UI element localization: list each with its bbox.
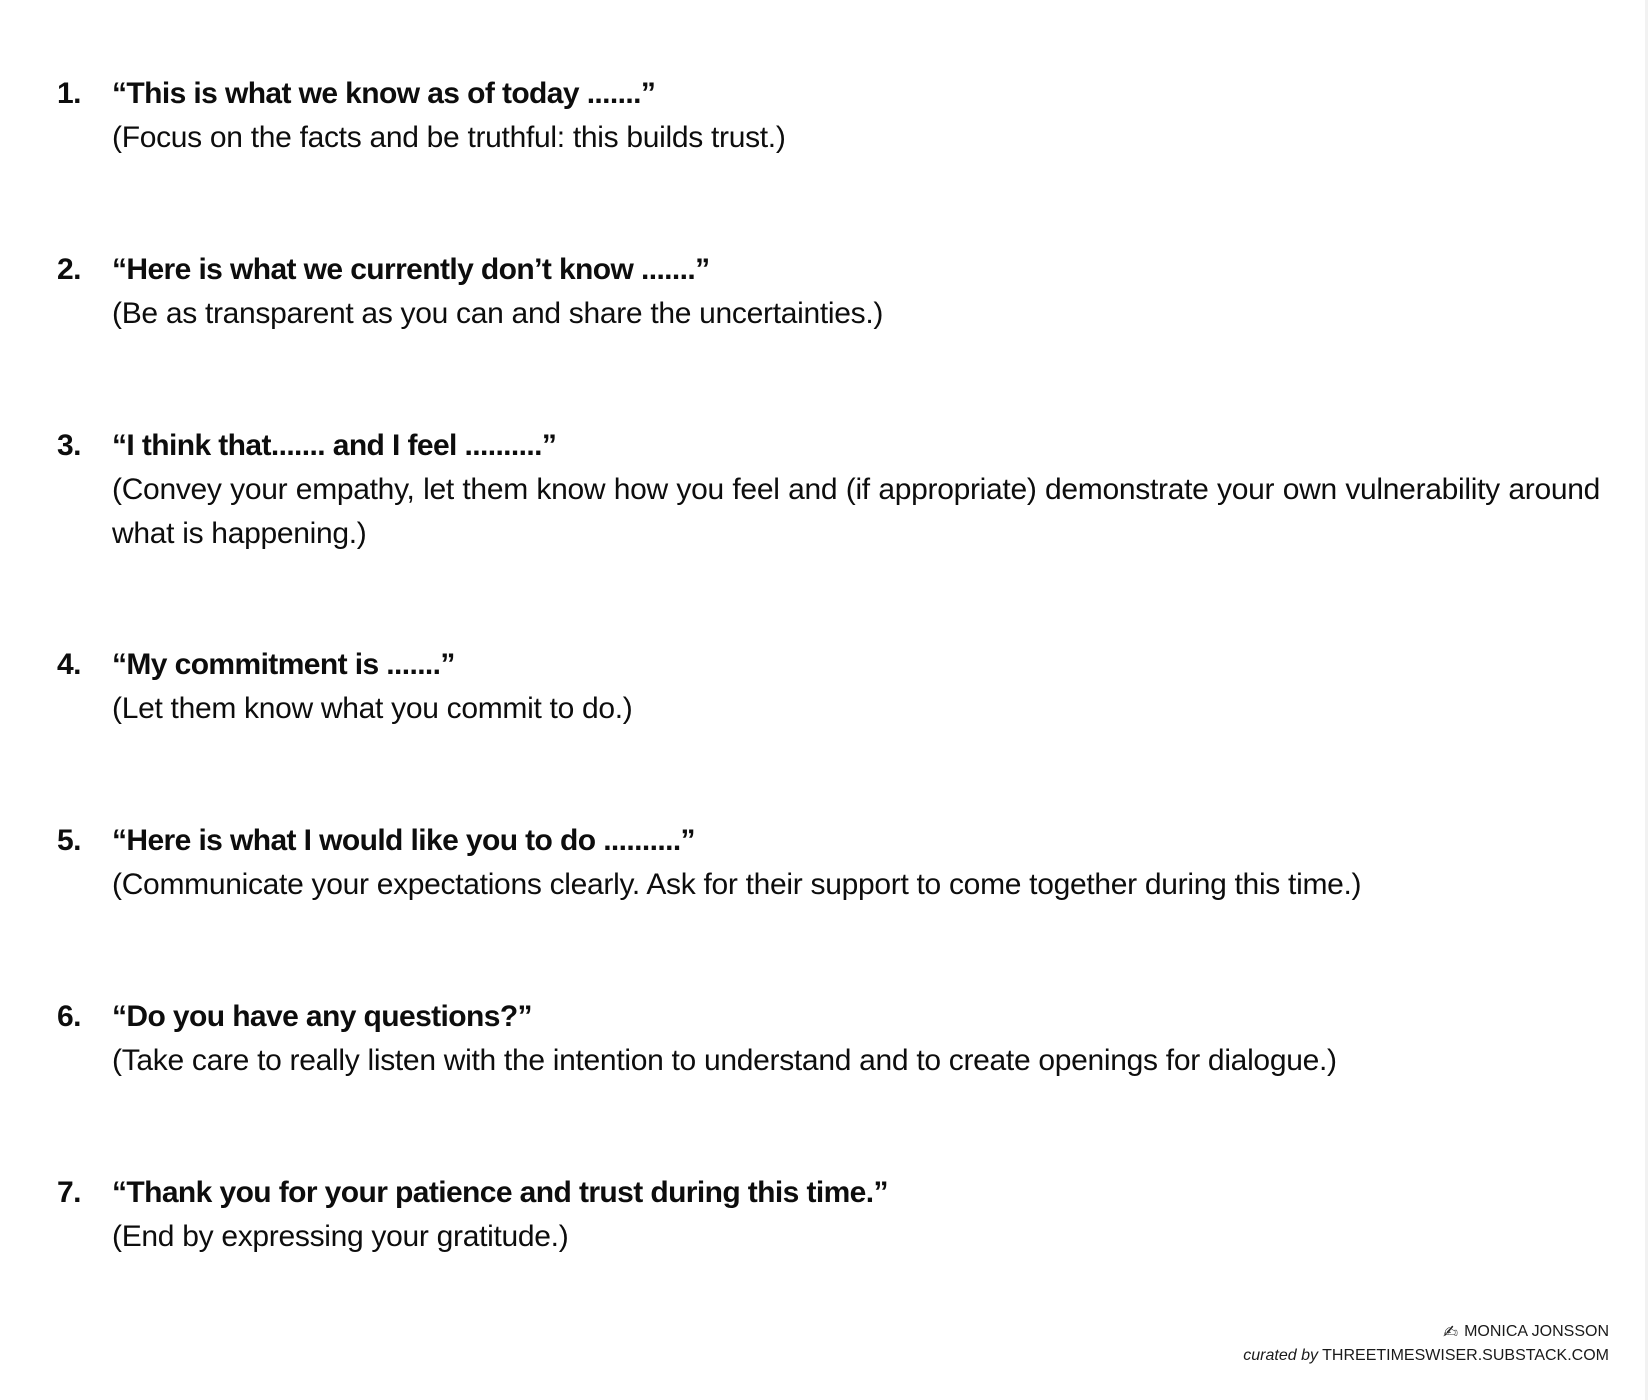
item-title: “This is what we know as of today .......”	[112, 77, 656, 110]
writing-hand-icon: ✍	[1443, 1322, 1459, 1342]
item-title: “My commitment is .......”	[112, 648, 455, 681]
item-description: (Focus on the facts and be truthful: this builds trust.)	[112, 121, 786, 154]
item-number: 1.	[57, 77, 82, 110]
item-number: 5.	[57, 824, 82, 857]
item-number: 6.	[57, 1000, 82, 1033]
item-description: (Convey your empathy, let them know how you feel and (if appropriate) demonstrate your own vulnerability around what is happening.)	[112, 473, 1600, 550]
curated-source: THREETIMESWISER.SUBSTACK.COM	[1322, 1347, 1609, 1364]
item-description: (End by expressing your gratitude.)	[112, 1220, 569, 1253]
item-number: 2.	[57, 253, 82, 286]
curated-label: curated by	[1243, 1347, 1318, 1364]
item-title: “Do you have any questions?”	[112, 1000, 532, 1033]
item-title: “Here is what we currently don’t know .......”	[112, 253, 710, 286]
item-body	[112, 424, 1600, 556]
author-name: MONICA JONSSON	[1464, 1323, 1609, 1340]
item-number: 7.	[57, 1176, 82, 1209]
item-description: (Be as transparent as you can and share the uncertainties.)	[112, 297, 884, 330]
curated-row	[1243, 1344, 1609, 1368]
item-description: (Let them know what you commit to do.)	[112, 692, 633, 725]
attribution-footer	[1243, 1320, 1609, 1368]
item-body	[112, 1171, 1600, 1259]
item-title: “I think that....... and I feel ..........”	[112, 429, 557, 462]
author-row	[1243, 1320, 1609, 1344]
item-body	[112, 248, 1600, 336]
item-body	[112, 995, 1600, 1083]
item-body	[112, 72, 1600, 160]
item-body	[112, 643, 1600, 731]
item-title: “Thank you for your patience and trust during this time.”	[112, 1176, 888, 1209]
item-number: 3.	[57, 429, 82, 462]
item-description: (Communicate your expectations clearly. Ask for their support to come together during this time.)	[112, 868, 1362, 901]
item-description: (Take care to really listen with the intention to understand and to create openings for dialogue.)	[112, 1044, 1337, 1077]
item-body	[112, 819, 1600, 907]
item-title: “Here is what I would like you to do ..........”	[112, 824, 695, 857]
item-number: 4.	[57, 648, 82, 681]
